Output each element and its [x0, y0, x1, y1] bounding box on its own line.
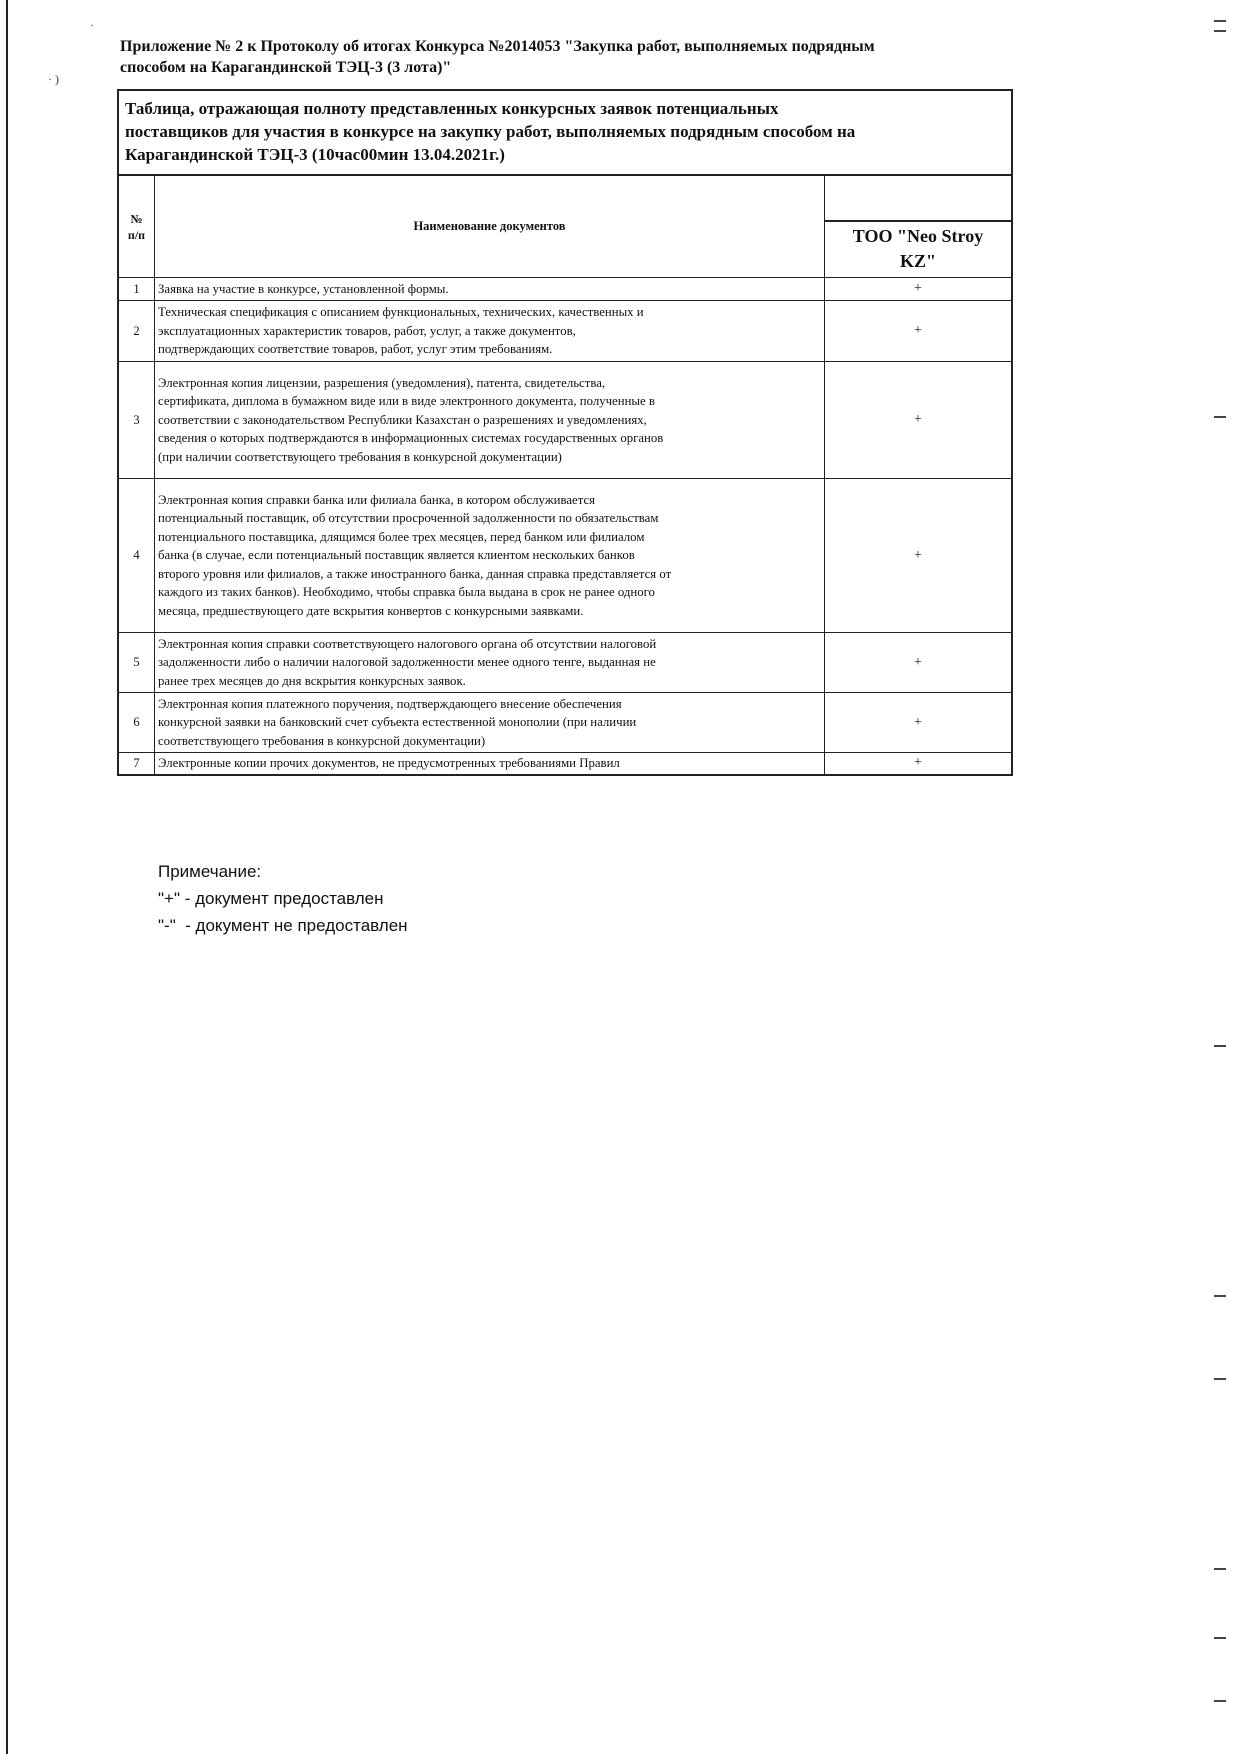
note-block [158, 858, 408, 939]
document-name-line: конкурсной заявки на банковский счет субъекта естественной монополии (при наличии [158, 715, 637, 730]
submission-mark: + [825, 753, 1013, 775]
row-number: 1 [118, 278, 155, 301]
table-caption [118, 90, 1012, 175]
supplier-name-line-2: KZ" [900, 251, 936, 271]
table-row [118, 278, 1012, 301]
document-name-line: задолженности либо о наличии налоговой задолженности менее одного тенге, выданная не [158, 655, 656, 670]
document-name-line: Электронная копия лицензии, разрешения (уведомления), патента, свидетельства, [158, 375, 606, 390]
note-plus-legend: "+" - документ предоставлен [158, 889, 384, 908]
row-number: 5 [118, 633, 155, 693]
note-minus-legend: "-" - документ не предоставлен [158, 916, 408, 935]
note-title: Примечание: [158, 862, 262, 881]
submission-mark: + [825, 301, 1013, 362]
num-header-label: п/п [127, 227, 146, 242]
documents-table [117, 89, 1013, 776]
supplier-name-line-1: ТОО "Neo Stroy [852, 226, 984, 246]
table-body [118, 278, 1012, 775]
document-name-line: ранее трех месяцев до дня вскрытия конкурсных заявок. [158, 673, 466, 688]
document-name-line: сертификата, диплома в бумажном виде или в виде электронного документа, полученные в [158, 394, 655, 409]
document-name-line: Электронная копия платежного поручения, подтверждающего внесение обеспечения [158, 696, 622, 711]
document-name-line: потенциальный поставщик, об отсутствии просроченной задолженности по обязательствам [158, 511, 659, 526]
document-name [155, 301, 825, 362]
table-row [118, 693, 1012, 753]
scan-speck: · ) [48, 72, 59, 86]
document-name-line: Техническая спецификация с описанием функциональных, технических, качественных и [158, 305, 644, 320]
row-number: 3 [118, 362, 155, 479]
document-name [155, 278, 825, 301]
supplier-header-spacer [825, 175, 1013, 221]
document-name [155, 753, 825, 775]
row-number: 7 [118, 753, 155, 775]
column-header-number [118, 175, 155, 278]
document-name-line: (при наличии соответствующего требования в конкурсной документации) [158, 449, 562, 464]
table-row [118, 301, 1012, 362]
table-row [118, 362, 1012, 479]
document-name-line: эксплуатационных характеристик товаров, работ, услуг, а также документов, [158, 323, 576, 338]
document-name [155, 633, 825, 693]
table-row [118, 633, 1012, 693]
document-name-line: подтверждающих соответствие товаров, работ, услуг этим требованиям. [158, 342, 553, 357]
scan-right-marks [1214, 0, 1228, 1754]
header-line-2: способом на Карагандинской ТЭЦ-3 (3 лота)" [120, 59, 452, 76]
document-name-line: сведения о которых подтверждаются в информационных системах государственных органов [158, 431, 664, 446]
submission-mark: + [825, 633, 1013, 693]
submission-mark: + [825, 693, 1013, 753]
document-name-line: Электронная копия справки банка или филиала банка, в котором обслуживается [158, 492, 596, 507]
header-line-1: Приложение № 2 к Протоколу об итогах Конкурса №2014053 "Закупка работ, выполняемых подрядным [120, 38, 875, 55]
document-name-line: Заявка на участие в конкурсе, установленной формы. [158, 281, 449, 296]
document-name-line: месяца, предшествующего дате вскрытия конвертов с конкурсными заявками. [158, 603, 584, 618]
row-number: 6 [118, 693, 155, 753]
submission-mark: + [825, 479, 1013, 633]
row-number: 4 [118, 479, 155, 633]
document-name-line: второго уровня или филиалов, а также иностранного банка, данная справка представляется от [158, 566, 672, 581]
table-row [118, 479, 1012, 633]
document-name-line: потенциального поставщика, длящимся более трех месяцев, перед банком или филиалом [158, 529, 645, 544]
scan-left-edge [6, 0, 8, 1754]
document-name-line: соответствующего требования в конкурсной документации) [158, 733, 486, 748]
document-name-line: банка (в случае, если потенциальный поставщик является клиентом нескольких банков [158, 548, 635, 563]
num-header-symbol: № [130, 211, 143, 226]
document-name-line: Электронная копия справки соответствующего налогового органа об отсутствии налоговой [158, 636, 657, 651]
document-name-line: Электронные копии прочих документов, не предусмотренных требованиями Правил [158, 756, 620, 770]
table-row [118, 753, 1012, 775]
document-name [155, 693, 825, 753]
document-name [155, 479, 825, 633]
column-header-supplier [825, 221, 1013, 278]
submission-mark: + [825, 362, 1013, 479]
submission-mark: + [825, 278, 1013, 301]
document-name [155, 362, 825, 479]
caption-line-2: поставщиков для участия в конкурсе на закупку работ, выполняемых подрядным способом на [125, 122, 856, 141]
row-number: 2 [118, 301, 155, 362]
document-name-line: каждого из таких банков). Необходимо, чтобы справка была выдана в срок не ранее одного [158, 585, 655, 600]
caption-line-1: Таблица, отражающая полноту представленных конкурсных заявок потенциальных [125, 99, 779, 118]
column-header-documents: Наименование документов [155, 175, 825, 278]
document-header [120, 36, 1020, 78]
scan-speck: · [90, 18, 94, 32]
caption-line-3: Карагандинской ТЭЦ-3 (10час00мин 13.04.2021г.) [125, 145, 505, 164]
document-name-line: соответствии с законодательством Республики Казахстан о разрешениях и уведомлениях, [158, 412, 647, 427]
